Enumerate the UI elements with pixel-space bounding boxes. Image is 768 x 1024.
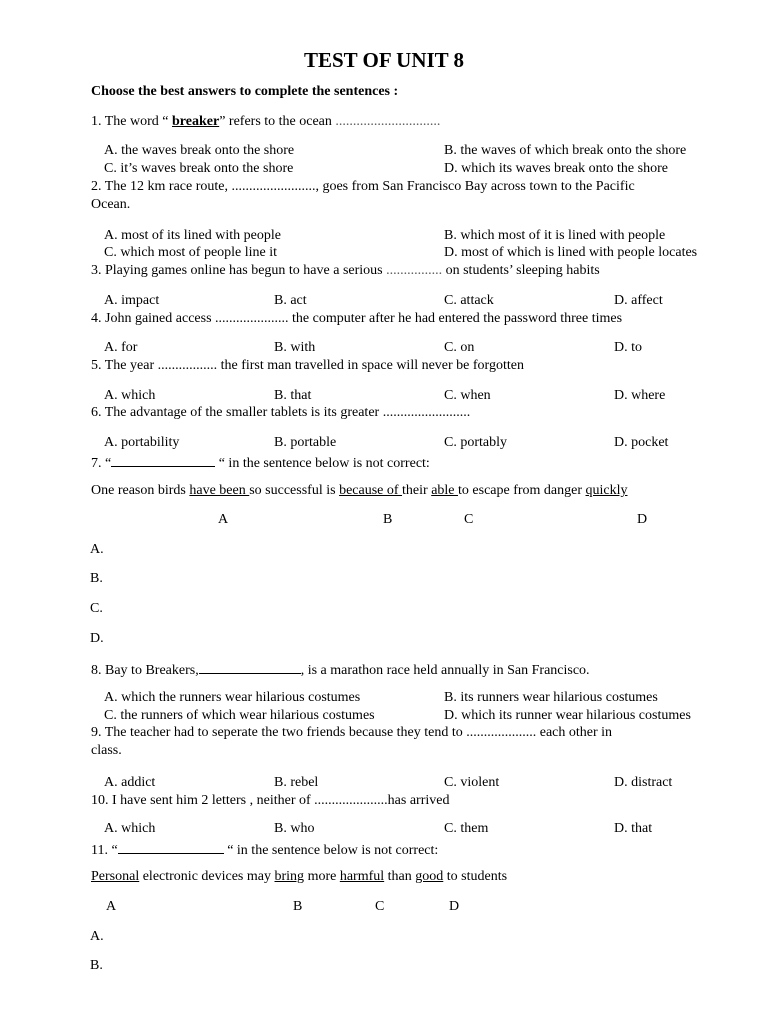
question-6: 6. The advantage of the smaller tablets is its greater ......................... (91, 405, 471, 420)
q3-option-c[interactable]: C. attack (444, 293, 494, 308)
q9-option-c[interactable]: C. violent (444, 775, 500, 790)
q3-option-a[interactable]: A. impact (104, 293, 160, 308)
q8-option-d[interactable]: D. which its runner wear hilarious costumes (444, 708, 691, 723)
q11-marker-a: A (106, 899, 117, 914)
q11-sentence-part: to students (443, 869, 508, 884)
q5-option-a[interactable]: A. which (104, 388, 156, 403)
q9-option-a[interactable]: A. addict (104, 775, 156, 790)
q7-underlined-c: able (431, 483, 459, 498)
q3-option-d[interactable]: D. affect (614, 293, 663, 308)
q7-sentence-part: so successful is (249, 483, 340, 498)
q5-option-c[interactable]: C. when (444, 388, 491, 403)
q7-sentence-part: their (402, 483, 432, 498)
q1-option-a[interactable]: A. the waves break onto the shore (104, 143, 295, 158)
q7-marker-d: D (637, 512, 648, 527)
q7-sentence-part: to escape from danger (458, 483, 586, 498)
q11-underlined-d: good (415, 869, 444, 884)
question-3 (91, 262, 600, 280)
q9-option-b[interactable]: B. rebel (274, 775, 319, 790)
q7-marker-c: C (464, 512, 474, 527)
q11-sentence-part: electronic devices may (139, 869, 275, 884)
q6-option-c[interactable]: C. portably (444, 435, 507, 450)
q4-option-c[interactable]: C. on (444, 340, 475, 355)
q7-option-a[interactable]: A. (90, 542, 104, 557)
question-7 (91, 452, 430, 473)
q7-option-c[interactable]: C. (90, 601, 103, 616)
question-2-line-2: Ocean. (91, 197, 131, 212)
q7-marker-a: A (218, 512, 229, 527)
q7-text-pre: 7. “ (91, 456, 112, 471)
q7-sentence-part: One reason birds (91, 483, 190, 498)
question-1 (91, 113, 440, 131)
q2-option-a[interactable]: A. most of its lined with people (104, 228, 281, 243)
q10-option-a[interactable]: A. which (104, 821, 156, 836)
q5-option-b[interactable]: B. that (274, 388, 312, 403)
instruction: Choose the best answers to complete the sentences : (91, 84, 399, 99)
q9-option-d[interactable]: D. distract (614, 775, 673, 790)
q11-text-pre: 11. “ (91, 843, 118, 858)
q8-option-b[interactable]: B. its runners wear hilarious costumes (444, 690, 658, 705)
q2-option-d[interactable]: D. most of which is lined with people locates (444, 245, 698, 260)
q1-keyword: breaker (172, 114, 220, 129)
q6-option-d[interactable]: D. pocket (614, 435, 669, 450)
q8-option-c[interactable]: C. the runners of which wear hilarious costumes (104, 708, 375, 723)
q1-option-b[interactable]: B. the waves of which break onto the shore (444, 143, 687, 158)
q11-underlined-a: Personal (91, 869, 140, 884)
q11-marker-d: D (449, 899, 460, 914)
q3-text-post: on students’ sleeping habits (442, 263, 600, 278)
q7-option-b[interactable]: B. (90, 571, 103, 586)
q1-option-c[interactable]: C. it’s waves break onto the shore (104, 161, 294, 176)
q7-marker-b: B (383, 512, 393, 527)
q8-text-pre: 8. Bay to Breakers, (91, 663, 199, 678)
q1-text-pre: 1. The word “ (91, 114, 172, 129)
question-4: 4. John gained access ..................... the computer after he had entered the password three times (91, 311, 623, 326)
q8-text-post: , is a marathon race held annually in San Francisco. (300, 663, 590, 678)
q3-option-b[interactable]: B. act (274, 293, 307, 308)
q3-dots: ................ (386, 263, 443, 278)
q10-option-b[interactable]: B. who (274, 821, 315, 836)
q7-underlined-a: have been (189, 483, 250, 498)
q11-marker-c: C (375, 899, 385, 914)
q11-underlined-c: harmful (339, 869, 385, 884)
q7-text-post: “ in the sentence below is not correct: (215, 456, 430, 471)
q10-option-d[interactable]: D. that (614, 821, 653, 836)
q5-option-d[interactable]: D. where (614, 388, 666, 403)
q1-dots: .............................. (335, 114, 441, 129)
page-title: TEST OF UNIT 8 (303, 48, 465, 72)
q11-marker-b: B (293, 899, 303, 914)
q7-answer-blank[interactable] (111, 452, 215, 467)
q11-option-a[interactable]: A. (90, 929, 104, 944)
question-9-line-1: 9. The teacher had to seperate the two friends because they tend to .................... each other in (91, 725, 613, 740)
q11-option-b[interactable]: B. (90, 958, 103, 973)
q10-option-c[interactable]: C. them (444, 821, 489, 836)
q11-sentence (91, 868, 507, 886)
q6-option-a[interactable]: A. portability (104, 435, 180, 450)
q4-option-b[interactable]: B. with (274, 340, 316, 355)
q8-answer-blank[interactable] (199, 659, 301, 674)
question-11 (91, 839, 438, 860)
q11-answer-blank[interactable] (118, 839, 224, 854)
q1-option-d[interactable]: D. which its waves break onto the shore (444, 161, 668, 176)
q1-text-post: ” refers to the ocean (219, 114, 336, 129)
q7-underlined-d: quickly (585, 483, 628, 498)
question-10: 10. I have sent him 2 letters , neither of .....................has arrived (91, 793, 450, 808)
q7-underlined-b: because of (339, 483, 403, 498)
q4-option-d[interactable]: D. to (614, 340, 642, 355)
q7-option-d[interactable]: D. (90, 631, 104, 646)
q11-text-post: “ in the sentence below is not correct: (223, 843, 439, 858)
q3-text-pre: 3. Playing games online has begun to have a serious (91, 263, 387, 278)
question-9-line-2: class. (91, 743, 122, 758)
q2-option-b[interactable]: B. which most of it is lined with people (444, 228, 666, 243)
q11-sentence-part: than (384, 869, 416, 884)
q7-sentence (91, 482, 628, 500)
question-5: 5. The year ................. the first man travelled in space will never be forgotten (91, 358, 524, 373)
question-8 (91, 659, 590, 680)
q2-option-c[interactable]: C. which most of people line it (104, 245, 278, 260)
q11-sentence-part: more (304, 869, 340, 884)
q11-underlined-b: bring (274, 869, 305, 884)
q6-option-b[interactable]: B. portable (274, 435, 337, 450)
q4-option-a[interactable]: A. for (104, 340, 138, 355)
question-2-line-1: 2. The 12 km race route, ........................, goes from San Francisco Bay across town to the Pacific (91, 179, 635, 194)
q8-option-a[interactable]: A. which the runners wear hilarious costumes (104, 690, 361, 705)
